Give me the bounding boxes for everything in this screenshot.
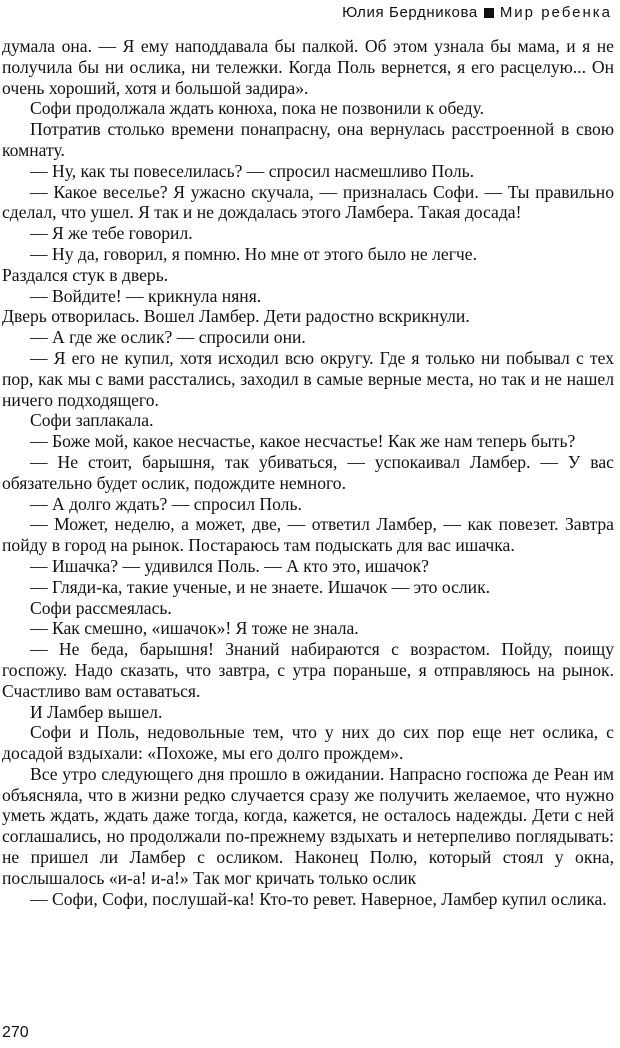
paragraph: — А где же ослик? — спросили они. [30, 327, 306, 348]
header-author: Юлия Бердникова [342, 4, 478, 21]
paragraph: Потратив столько времени понапрасну, она вернулась расстроенной в свою комнату. [2, 119, 614, 160]
paragraph: — Я его не купил, хотя исходил всю округу. Где я только ни побывал с тех пор, как мы с вами расстались, заходил в самые верные места, но так и не нашел ничего подходящего. [2, 347, 614, 410]
paragraph: — А долго ждать? — спросил Поль. [30, 493, 302, 514]
running-header [342, 4, 612, 21]
paragraph: — Может, неделю, а может, две, — ответил Ламбер, — как повезет. Завтра пойду в город на рынок. Постараюсь там подыскать для вас ишачка. [2, 514, 614, 556]
paragraph: — Я же тебе говорил. [30, 223, 193, 244]
page-body [2, 36, 614, 909]
paragraph: Дверь отворилась. Вошел Ламбер. Дети радостно вскрикнули. [2, 306, 470, 327]
paragraph: Софи продолжала ждать конюха, пока не позвонили к обеду. [30, 98, 485, 119]
paragraph: Все утро следующего дня прошло в ожидании. Напрасно госпожа де Реан им объясняла, что в жизни редко случается сразу же получить желаемое, что нужно уметь ждать, ждать даже тогда, когда, кажется, не осталось надежды. Дети с ней соглашались, но продолжали по-прежнему вздыхать и нетерпеливо поглядывать: не пришел ли Ламбер с осликом. Наконец Полю, который стоял у окна, послышалось «и-а! и-а!» Так мог кричать только ослик [2, 763, 614, 888]
paragraph: — Не беда, барышня! Знаний набираются с возрастом. Пойду, поищу госпожу. Надо сказать, что завтра, с утра пораньше, я отправляюсь на рынок. Счастливо вам оставаться. [2, 639, 614, 701]
paragraph: Софи заплакала. [30, 410, 154, 431]
paragraph: Раздался стук в дверь. [2, 264, 169, 285]
paragraph: — Ну да, говорил, я помню. Но мне от этого было не легче. [30, 243, 477, 264]
paragraph: — Ну, как ты повеселилась? — спросил насмешливо Поль. [30, 160, 475, 181]
paragraph: — Гляди-ка, такие ученые, и не знаете. Ишачок — это ослик. [30, 576, 491, 597]
page-number: 270 [2, 1024, 29, 1041]
paragraph: — Не стоит, барышня, так убиваться, — успокаивал Ламбер. — У вас обязательно будет ослик, подождите немного. [2, 451, 614, 493]
paragraph: — Боже мой, какое несчастье, какое несчастье! Как же нам теперь быть? [30, 431, 576, 452]
paragraph: — Софи, Софи, послушай-ка! Кто-то ревет. Наверное, Ламбер купил ослика. [30, 888, 607, 909]
paragraph: — Ишачка? — удивился Поль. — А кто это, ишачок? [30, 555, 429, 576]
header-series: Мир ребенка [499, 4, 612, 21]
paragraph: Софи и Поль, недовольные тем, что у них до сих пор еще нет ослика, с досадой вздыхали: «Похоже, мы его долго прождем». [2, 722, 614, 764]
paragraph: думала она. — Я ему наподдавала бы палкой. Об этом узнала бы мама, и я не получила бы ни ослика, ни тележки. Когда Поль вернется, я его расцелую... Он очень хороший, хотя и большой задира». [2, 36, 614, 98]
paragraph: — Как смешно, «ишачок»! Я тоже не знала. [30, 618, 359, 639]
paragraph: И Ламбер вышел. [30, 701, 163, 722]
paragraph: — Какое веселье? Я ужасно скучала, — призналась Софи. — Ты правильно сделал, что ушел. Я так и не дождалась этого Ламбера. Такая досада! [2, 181, 614, 223]
paragraph: — Войдите! — крикнула няня. [30, 285, 262, 306]
paragraph: Софи рассмеялась. [30, 597, 172, 618]
header-separator-square [484, 8, 494, 18]
